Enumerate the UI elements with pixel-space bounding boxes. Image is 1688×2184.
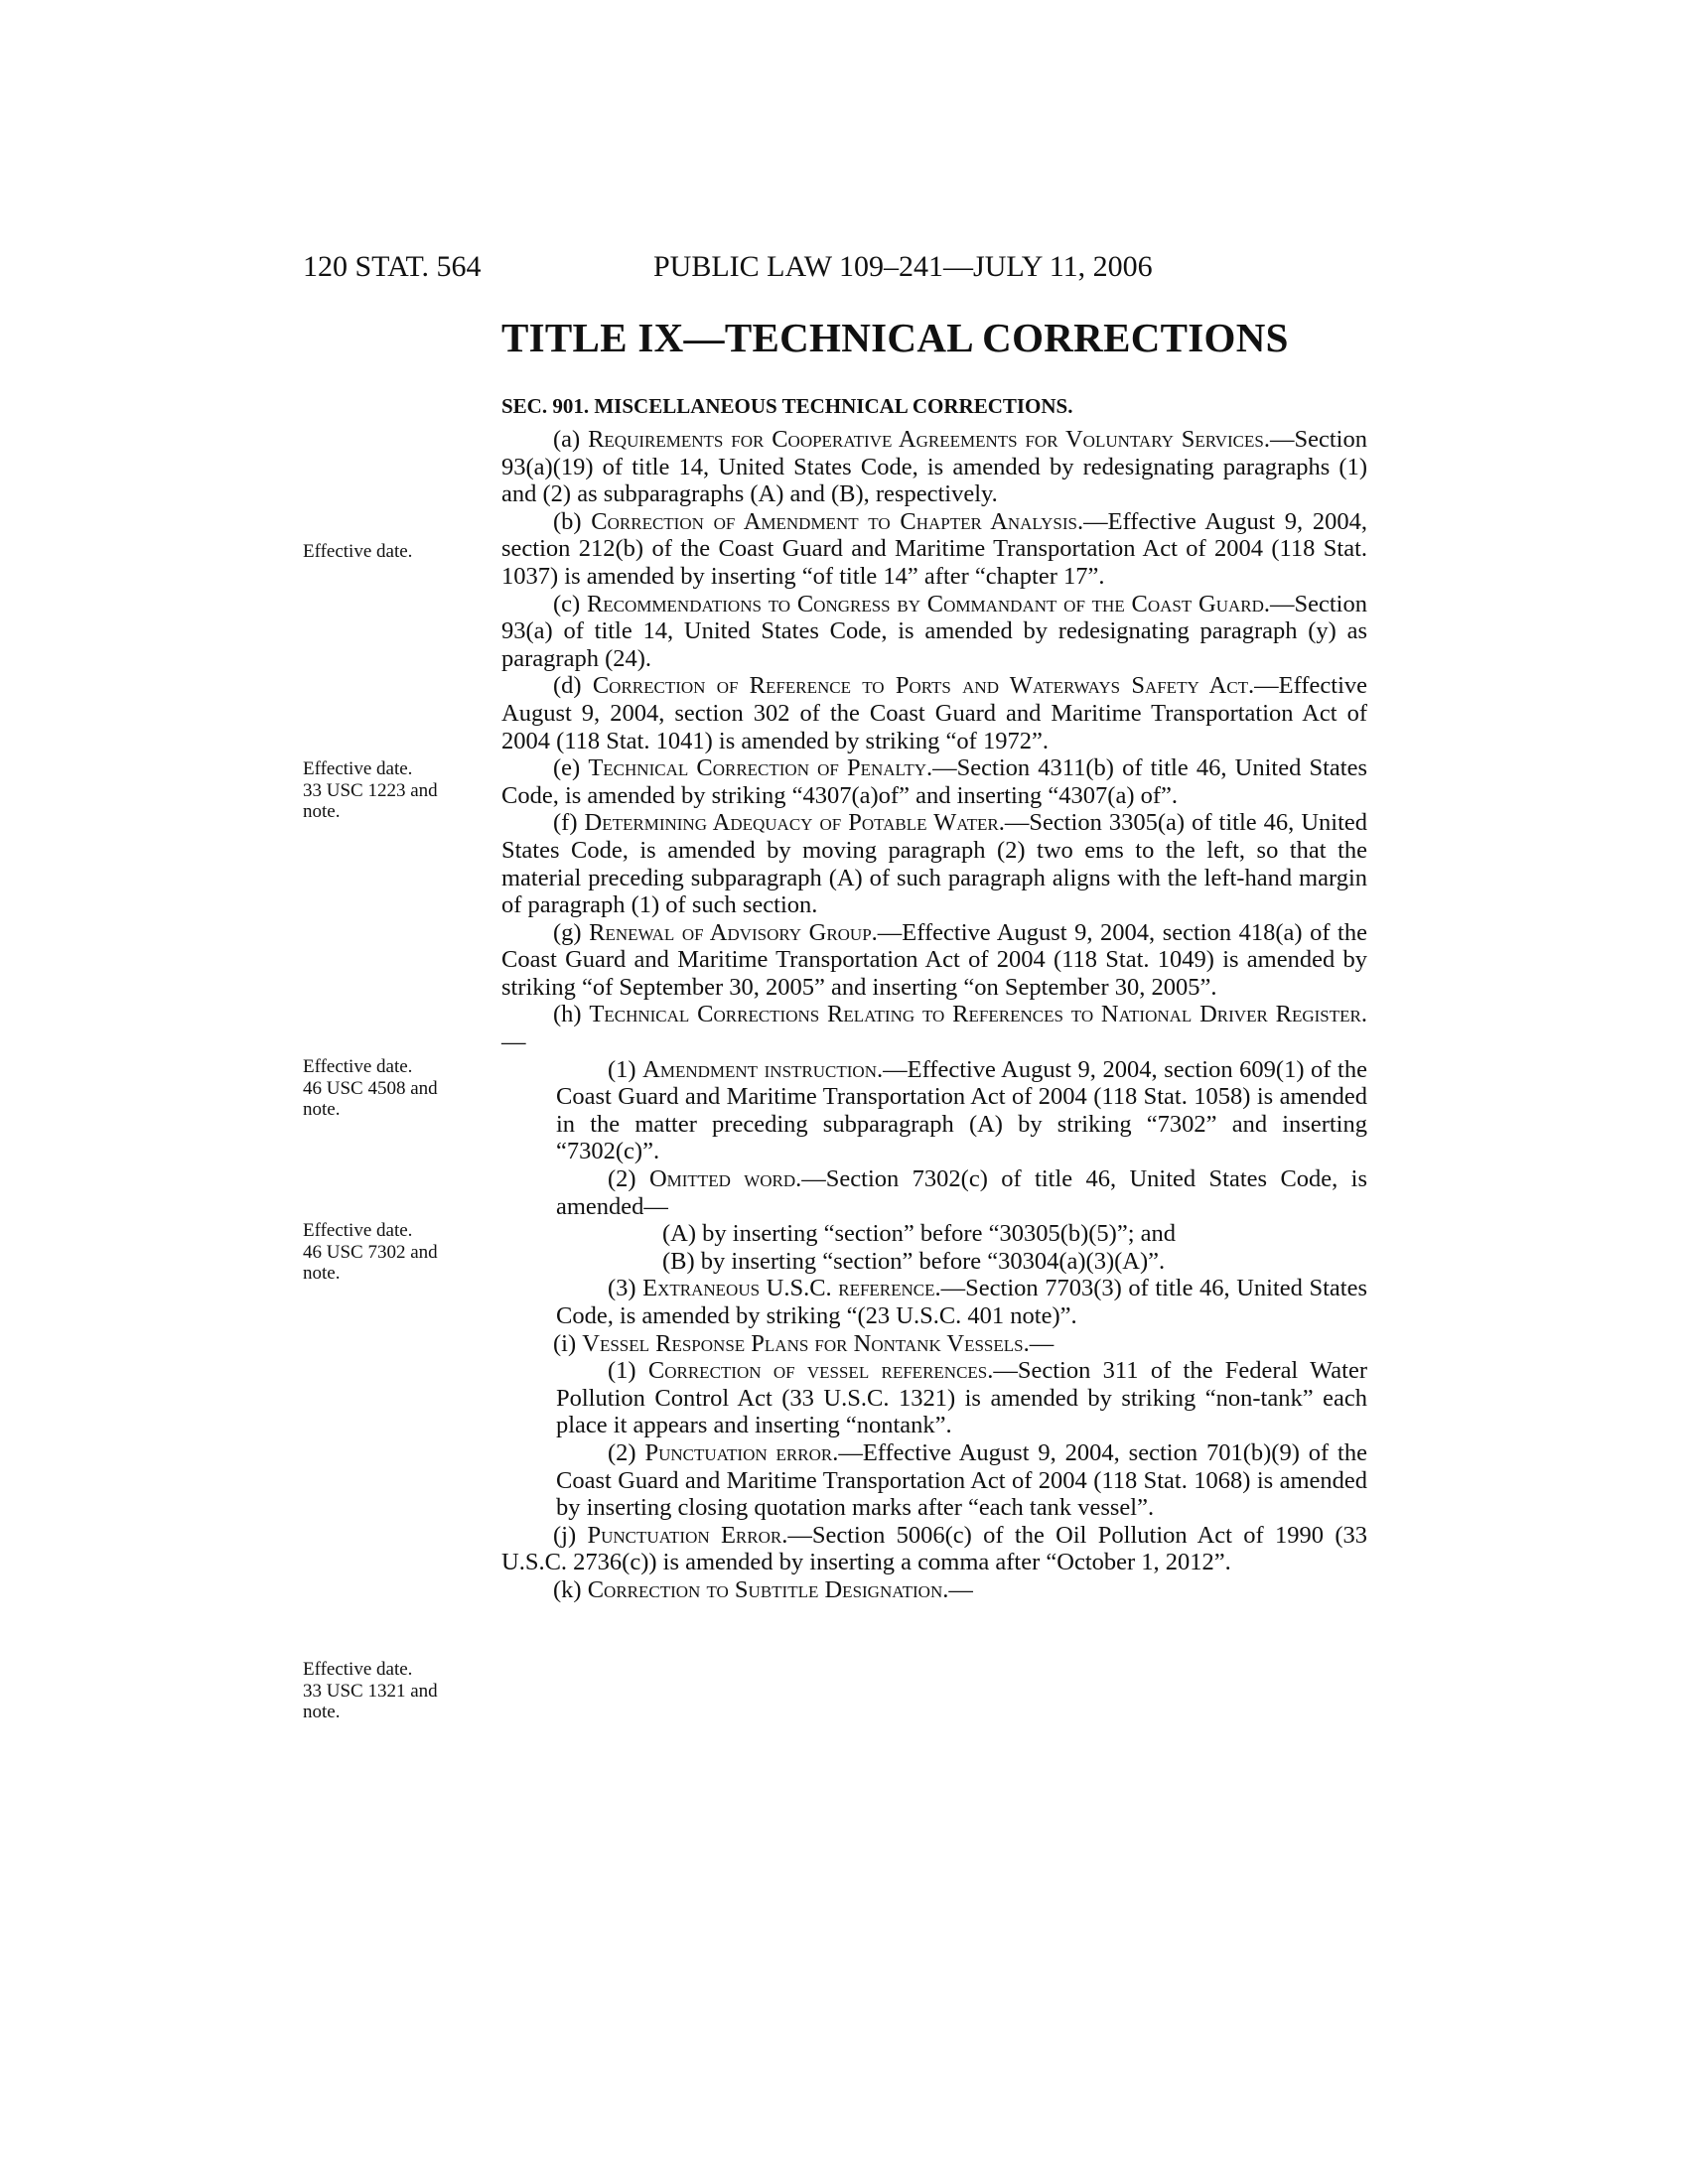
paragraph-heading: Extraneous U.S.C. reference. <box>642 1275 941 1302</box>
paragraph-text: —Section 7703(3) of title 46, United States Code, is amended by striking “(23 U.S.C. 401 note)”. <box>556 1275 1367 1329</box>
margin-note-line: 33 USC 1223 and <box>303 779 438 801</box>
paragraph-heading: Omitted word. <box>648 1165 802 1193</box>
paragraph-marker: (k) <box>553 1575 588 1603</box>
paragraph-heading: Technical Correction of Penalty. <box>588 754 933 782</box>
page-reference: 120 STAT. 564 <box>303 250 482 283</box>
statute-paragraph <box>501 809 1367 918</box>
paragraph-text: —Section 93(a)(19) of title 14, United States Code, is amended by redesignating paragraphs (1) and (2) as subparagraphs (A) and (B), respectively. <box>501 426 1367 508</box>
margin-note-line: note. <box>303 1099 341 1120</box>
margin-note <box>303 1220 484 1285</box>
statute-paragraph <box>501 919 1367 1002</box>
paragraph-heading: Requirements for Cooperative Agreements for Voluntary Services. <box>588 426 1270 453</box>
margin-note-line: note. <box>303 801 341 822</box>
statute-paragraph <box>501 426 1367 508</box>
paragraph-marker: (1) <box>608 1357 648 1385</box>
paragraph-text: —Effective August 9, 2004, section 302 of the Coast Guard and Maritime Transportation Act of 2004 (118 Stat. 1041) is amended by striking “of 1972”. <box>501 672 1367 754</box>
paragraph-marker: (f) <box>553 809 585 837</box>
statute-paragraph <box>501 1522 1367 1576</box>
statute-paragraph <box>611 1248 1367 1276</box>
margin-note-line: note. <box>303 1702 341 1722</box>
paragraph-marker: (2) <box>608 1438 645 1466</box>
paragraph-heading: Recommendations to Congress by Commandant of the Coast Guard. <box>586 590 1270 617</box>
statute-paragraph <box>556 1439 1367 1522</box>
paragraph-text: (B) by inserting “section” before “30304(a)(3)(A)”. <box>662 1247 1166 1275</box>
paragraph-marker: (1) <box>608 1055 643 1083</box>
statute-paragraph <box>501 1001 1367 1055</box>
section-heading: SEC. 901. MISCELLANEOUS TECHNICAL CORRECTIONS. <box>501 394 1073 418</box>
page-header <box>303 250 1367 290</box>
paragraph-text: —Section 93(a) of title 14, United States Code, is amended by redesignating paragraph (y) as paragraph (24). <box>501 590 1367 672</box>
margin-note <box>303 541 484 563</box>
paragraph-heading: Technical Corrections Relating to References to National Driver Register. <box>589 1001 1367 1028</box>
paragraph-text: —Section 311 of the Federal Water Pollution Control Act (33 U.S.C. 1321) is amended by striking “non-tank” each place it appears and inserting “nontank”. <box>556 1357 1367 1439</box>
paragraph-text: —Section 3305(a) of title 46, United States Code, is amended by moving paragraph (2) two ems to the left, so that the material preceding subparagraph (A) of such paragraph aligns with the left-hand margin of paragraph (1) of such section. <box>501 809 1368 919</box>
paragraph-marker: (i) <box>553 1329 583 1357</box>
paragraph-marker: (c) <box>553 590 587 617</box>
paragraph-marker: (b) <box>553 507 592 535</box>
margin-note-line: Effective date. <box>303 541 413 562</box>
statute-paragraph <box>556 1165 1367 1220</box>
paragraph-heading: Renewal of Advisory Group. <box>589 918 878 946</box>
paragraph-heading: Punctuation Error. <box>587 1521 788 1549</box>
paragraph-text: —Section 7302(c) of title 46, United States Code, is amended— <box>556 1165 1367 1220</box>
statute-paragraph <box>501 672 1367 754</box>
paragraph-marker: (2) <box>608 1165 649 1193</box>
margin-note-line: 46 USC 7302 and <box>303 1241 438 1263</box>
paragraph-text: —Section 5006(c) of the Oil Pollution Act of 1990 (33 U.S.C. 2736(c)) is amended by inserting a comma after “October 1, 2012”. <box>501 1521 1368 1576</box>
paragraph-text: —Effective August 9, 2004, section 418(a) of the Coast Guard and Maritime Transportation Act of 2004 (118 Stat. 1049) is amended by striking “of September 30, 2005” and inserting “on September 30, 2005”. <box>501 918 1367 1001</box>
margin-note-line: note. <box>303 1263 341 1284</box>
margin-note <box>303 1659 484 1723</box>
margin-note <box>303 1056 484 1121</box>
paragraph-marker: (h) <box>553 1001 590 1028</box>
paragraph-text: — <box>948 1575 973 1603</box>
paragraph-heading: Vessel Response Plans for Nontank Vessels. <box>582 1329 1030 1357</box>
paragraph-heading: Correction of Amendment to Chapter Analysis. <box>591 507 1084 535</box>
paragraph-marker: (j) <box>553 1521 588 1549</box>
statute-paragraph <box>611 1220 1367 1248</box>
statute-paragraph <box>501 508 1367 591</box>
statute-paragraph <box>501 1576 1367 1604</box>
paragraph-text: — <box>501 1028 526 1056</box>
paragraph-heading: Correction to Subtitle Designation. <box>587 1575 949 1603</box>
paragraph-text: —Section 4311(b) of title 46, United States Code, is amended by striking “4307(a)of” and inserting “4307(a) of”. <box>501 754 1367 809</box>
paragraph-text: (A) by inserting “section” before “30305(b)(5)”; and <box>662 1220 1177 1248</box>
statute-paragraph <box>501 754 1367 809</box>
section-body <box>501 426 1367 1604</box>
statute-paragraph <box>556 1357 1367 1439</box>
margin-note-line: Effective date. <box>303 758 413 779</box>
paragraph-marker: (d) <box>553 672 593 700</box>
paragraph-text: —Effective August 9, 2004, section 701(b)(9) of the Coast Guard and Maritime Transportation Act of 2004 (118 Stat. 1068) is amended by inserting closing quotation marks after “each tank vessel”. <box>556 1438 1367 1522</box>
statute-paragraph <box>556 1056 1367 1165</box>
title-heading: TITLE IX—TECHNICAL CORRECTIONS <box>501 315 1289 360</box>
margin-note-line: 46 USC 4508 and <box>303 1077 438 1099</box>
margin-note-line: Effective date. <box>303 1659 413 1680</box>
paragraph-marker: (3) <box>608 1275 643 1302</box>
statute-paragraph <box>501 1330 1367 1358</box>
paragraph-marker: (a) <box>553 426 589 453</box>
margin-note-line: Effective date. <box>303 1220 413 1241</box>
statute-paragraph <box>501 591 1367 673</box>
margin-note-line: 33 USC 1321 and <box>303 1680 438 1702</box>
margin-note-line: Effective date. <box>303 1056 413 1077</box>
paragraph-marker: (g) <box>553 918 590 946</box>
paragraph-heading: Amendment instruction. <box>642 1055 884 1083</box>
paragraph-heading: Punctuation error. <box>644 1438 839 1466</box>
paragraph-heading: Correction of vessel references. <box>647 1357 994 1385</box>
paragraph-text: —Effective August 9, 2004, section 609(1) of the Coast Guard and Maritime Transportation Act of 2004 (118 Stat. 1058) is amended in the matter preceding subparagraph (A) by striking “7302” and inserting “7302(c)”. <box>556 1055 1367 1165</box>
statute-paragraph <box>556 1275 1367 1329</box>
margin-note <box>303 758 484 823</box>
paragraph-heading: Determining Adequacy of Potable Water. <box>584 809 1005 837</box>
paragraph-text: — <box>1029 1329 1055 1357</box>
paragraph-heading: Correction of Reference to Ports and Waterways Safety Act. <box>592 672 1255 700</box>
paragraph-marker: (e) <box>553 754 589 782</box>
law-citation: PUBLIC LAW 109–241—JULY 11, 2006 <box>653 250 1153 283</box>
paragraph-text: —Effective August 9, 2004, section 212(b) of the Coast Guard and Maritime Transportation Act of 2004 (118 Stat. 1037) is amended by inserting “of title 14” after “chapter 17”. <box>501 507 1367 590</box>
